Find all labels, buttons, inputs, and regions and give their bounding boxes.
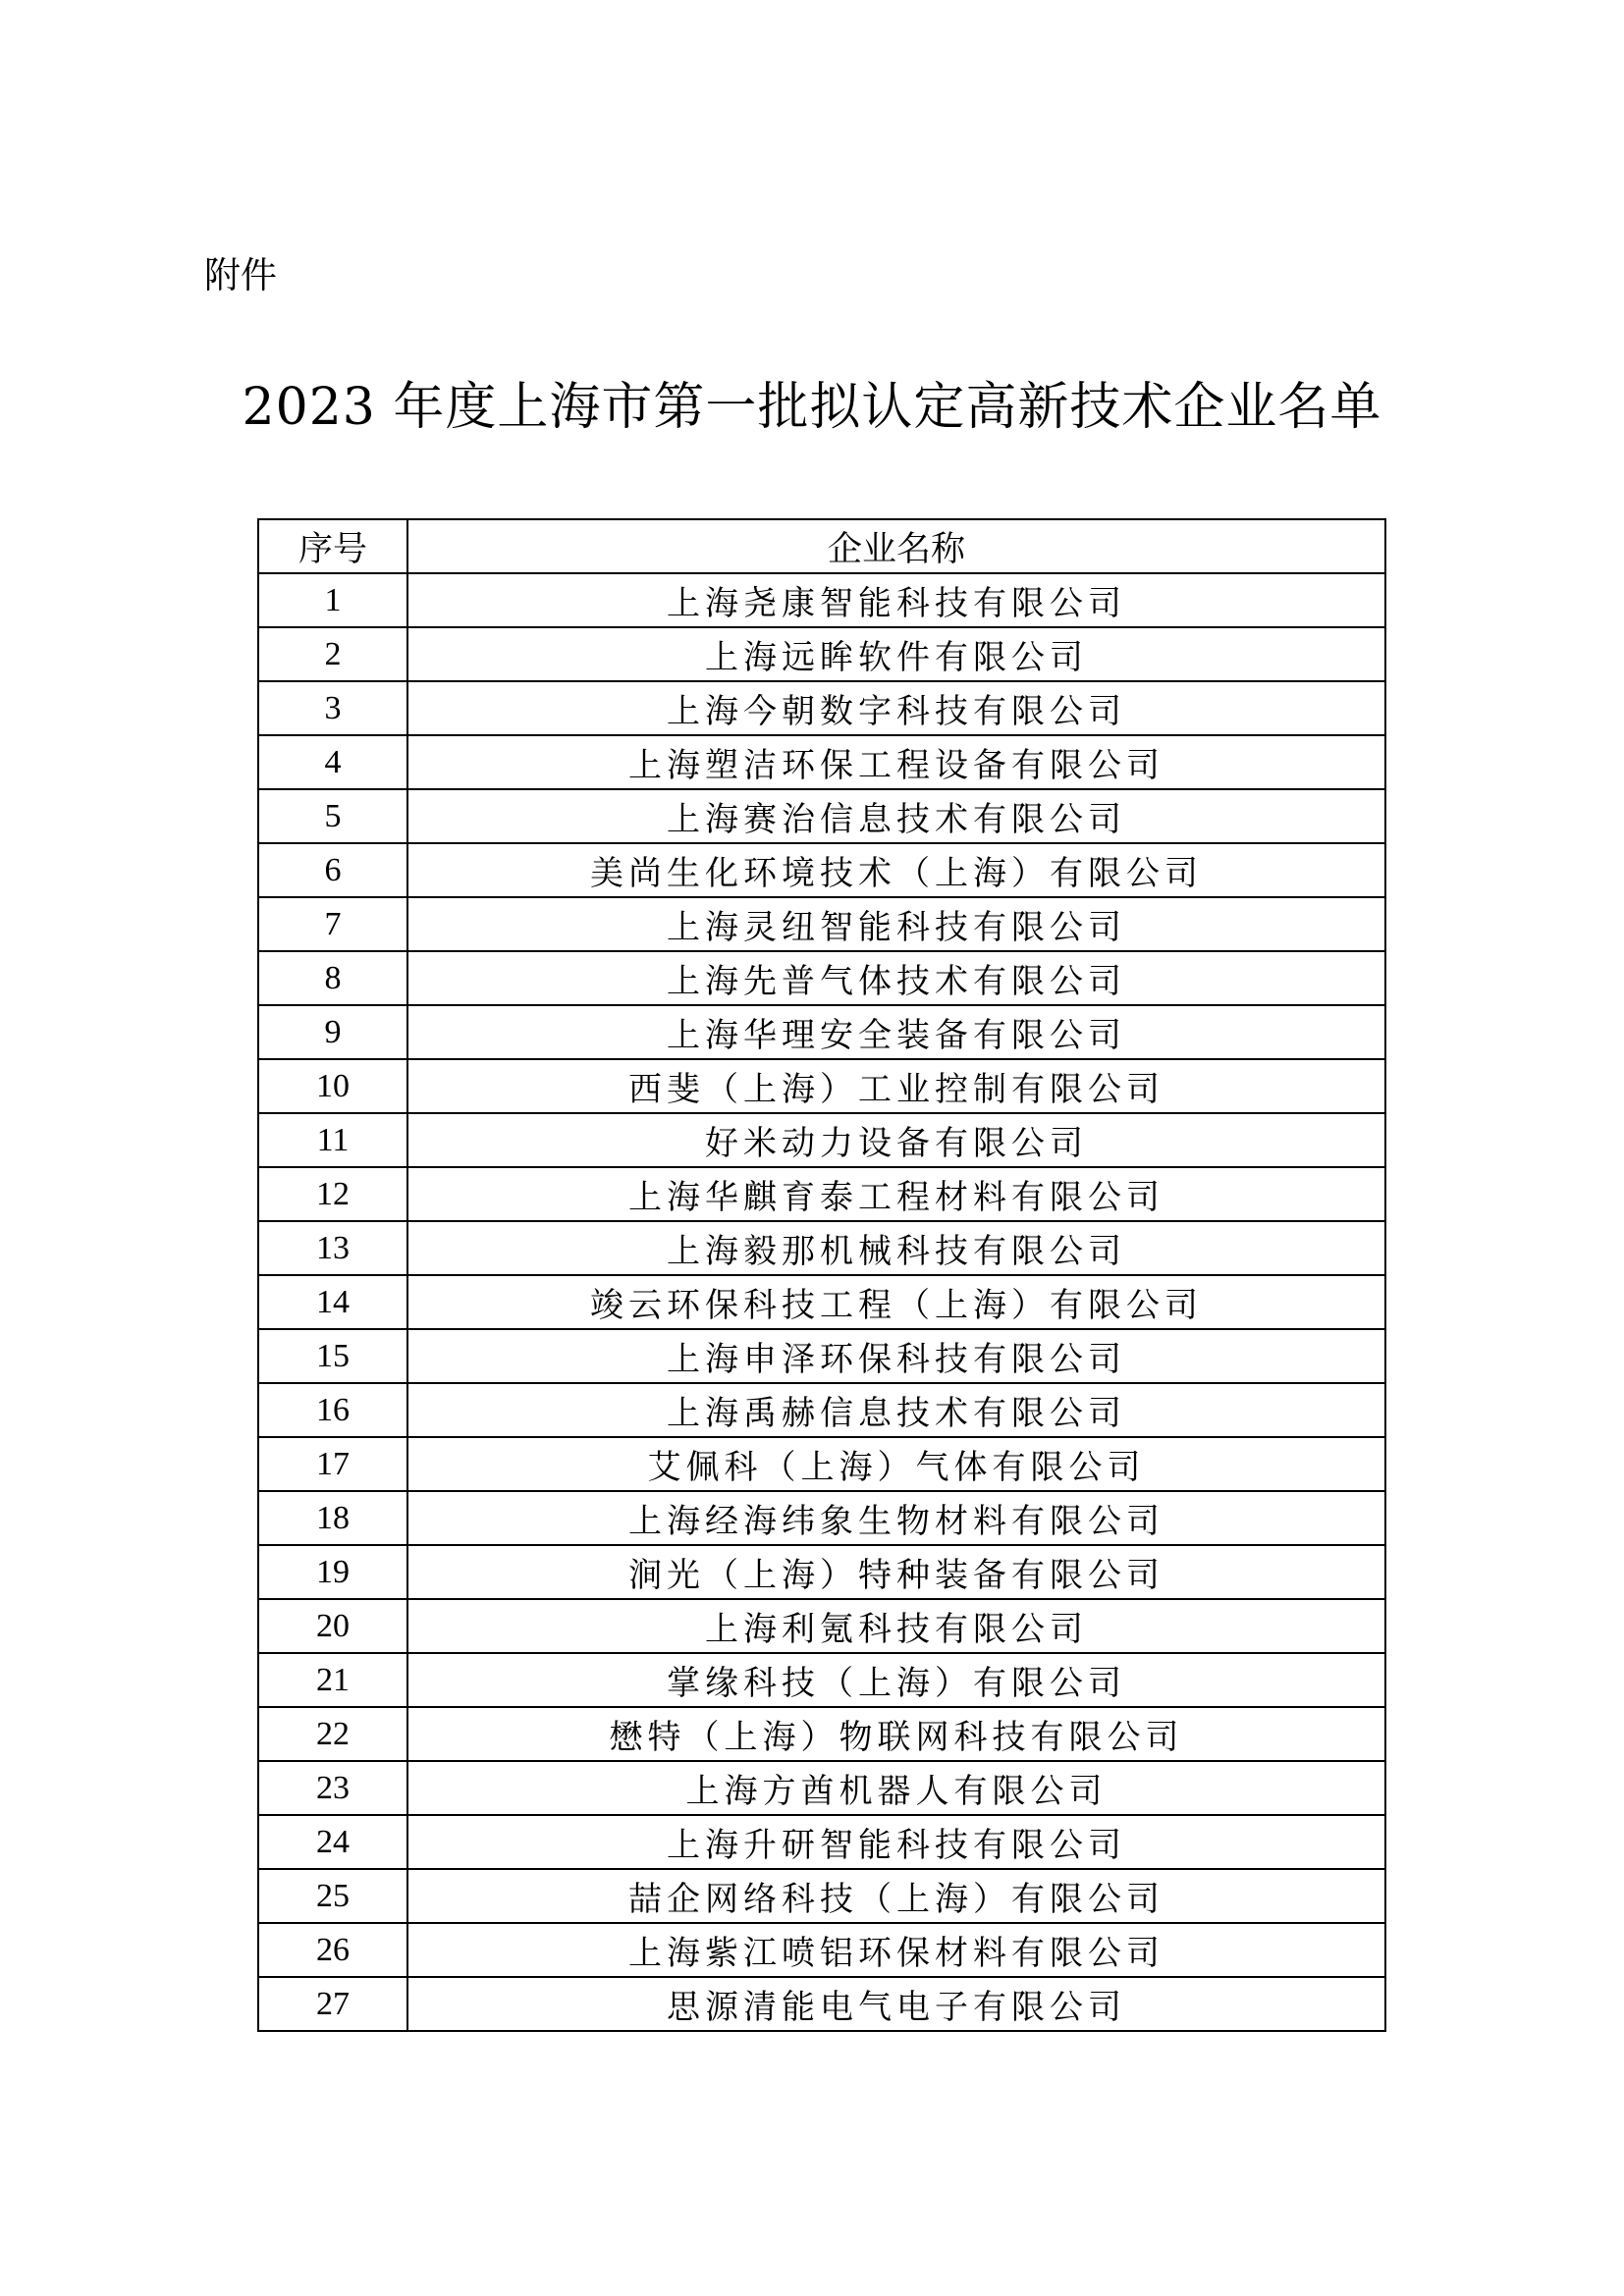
table-row <box>258 1329 1385 1383</box>
table-row <box>258 1707 1385 1761</box>
table-row <box>258 1653 1385 1707</box>
row-number: 24 <box>258 1815 407 1869</box>
company-name: 喆企网络科技（上海）有限公司 <box>407 1869 1385 1923</box>
company-name: 艾佩科（上海）气体有限公司 <box>407 1437 1385 1491</box>
company-name: 懋特（上海）物联网科技有限公司 <box>407 1707 1385 1761</box>
title-text: 年度上海市第一批拟认定高新技术企业名单 <box>393 378 1382 437</box>
table-row <box>258 573 1385 627</box>
table-header-row <box>258 519 1385 573</box>
company-name: 上海今朝数字科技有限公司 <box>407 681 1385 735</box>
row-number: 17 <box>258 1437 407 1491</box>
table-row <box>258 1221 1385 1275</box>
company-name: 上海先普气体技术有限公司 <box>407 951 1385 1005</box>
company-name: 上海远眸软件有限公司 <box>407 627 1385 681</box>
table-row <box>258 735 1385 789</box>
row-number: 19 <box>258 1545 407 1599</box>
table-row <box>258 1005 1385 1059</box>
row-number: 7 <box>258 897 407 951</box>
header-company: 企业名称 <box>407 519 1385 573</box>
company-name: 竣云环保科技工程（上海）有限公司 <box>407 1275 1385 1329</box>
table-row <box>258 951 1385 1005</box>
row-number: 22 <box>258 1707 407 1761</box>
company-name: 上海升研智能科技有限公司 <box>407 1815 1385 1869</box>
table-row <box>258 1923 1385 1977</box>
header-number: 序号 <box>258 519 407 573</box>
table-row <box>258 1113 1385 1167</box>
table-row <box>258 897 1385 951</box>
row-number: 1 <box>258 573 407 627</box>
company-name: 上海尧康智能科技有限公司 <box>407 573 1385 627</box>
row-number: 13 <box>258 1221 407 1275</box>
company-name: 上海毅那机械科技有限公司 <box>407 1221 1385 1275</box>
company-name: 上海禹赫信息技术有限公司 <box>407 1383 1385 1437</box>
company-name: 好米动力设备有限公司 <box>407 1113 1385 1167</box>
table-row <box>258 1869 1385 1923</box>
table-row <box>258 1383 1385 1437</box>
row-number: 14 <box>258 1275 407 1329</box>
company-name: 上海方酋机器人有限公司 <box>407 1761 1385 1815</box>
row-number: 3 <box>258 681 407 735</box>
row-number: 21 <box>258 1653 407 1707</box>
row-number: 6 <box>258 843 407 897</box>
row-number: 27 <box>258 1977 407 2031</box>
table-body <box>258 573 1385 2031</box>
row-number: 16 <box>258 1383 407 1437</box>
title-year: 2023 <box>242 378 376 437</box>
table-row <box>258 1815 1385 1869</box>
row-number: 10 <box>258 1059 407 1113</box>
company-name: 掌缘科技（上海）有限公司 <box>407 1653 1385 1707</box>
table-row <box>258 1167 1385 1221</box>
table-row <box>258 1761 1385 1815</box>
table-row <box>258 789 1385 843</box>
table-row <box>258 1977 1385 2031</box>
row-number: 11 <box>258 1113 407 1167</box>
row-number: 2 <box>258 627 407 681</box>
row-number: 20 <box>258 1599 407 1653</box>
row-number: 12 <box>258 1167 407 1221</box>
company-name: 上海利氪科技有限公司 <box>407 1599 1385 1653</box>
table-row <box>258 681 1385 735</box>
table-row <box>258 1275 1385 1329</box>
row-number: 23 <box>258 1761 407 1815</box>
company-name: 思源清能电气电子有限公司 <box>407 1977 1385 2031</box>
table-row <box>258 1491 1385 1545</box>
company-table <box>257 518 1386 2032</box>
company-name: 上海申泽环保科技有限公司 <box>407 1329 1385 1383</box>
table-row <box>258 843 1385 897</box>
row-number: 15 <box>258 1329 407 1383</box>
company-name: 上海灵纽智能科技有限公司 <box>407 897 1385 951</box>
row-number: 26 <box>258 1923 407 1977</box>
page-title <box>0 373 1624 442</box>
row-number: 9 <box>258 1005 407 1059</box>
company-name: 西斐（上海）工业控制有限公司 <box>407 1059 1385 1113</box>
row-number: 5 <box>258 789 407 843</box>
company-name: 上海赛治信息技术有限公司 <box>407 789 1385 843</box>
table-row <box>258 1059 1385 1113</box>
company-name: 上海华麒育泰工程材料有限公司 <box>407 1167 1385 1221</box>
company-name: 上海紫江喷铝环保材料有限公司 <box>407 1923 1385 1977</box>
row-number: 25 <box>258 1869 407 1923</box>
table-row <box>258 1437 1385 1491</box>
company-name: 上海经海纬象生物材料有限公司 <box>407 1491 1385 1545</box>
row-number: 8 <box>258 951 407 1005</box>
company-name: 涧光（上海）特种装备有限公司 <box>407 1545 1385 1599</box>
table-row <box>258 627 1385 681</box>
company-name: 美尚生化环境技术（上海）有限公司 <box>407 843 1385 897</box>
table-row <box>258 1545 1385 1599</box>
row-number: 18 <box>258 1491 407 1545</box>
company-name: 上海塑洁环保工程设备有限公司 <box>407 735 1385 789</box>
row-number: 4 <box>258 735 407 789</box>
company-name: 上海华理安全装备有限公司 <box>407 1005 1385 1059</box>
attachment-label: 附件 <box>204 254 277 296</box>
table-row <box>258 1599 1385 1653</box>
